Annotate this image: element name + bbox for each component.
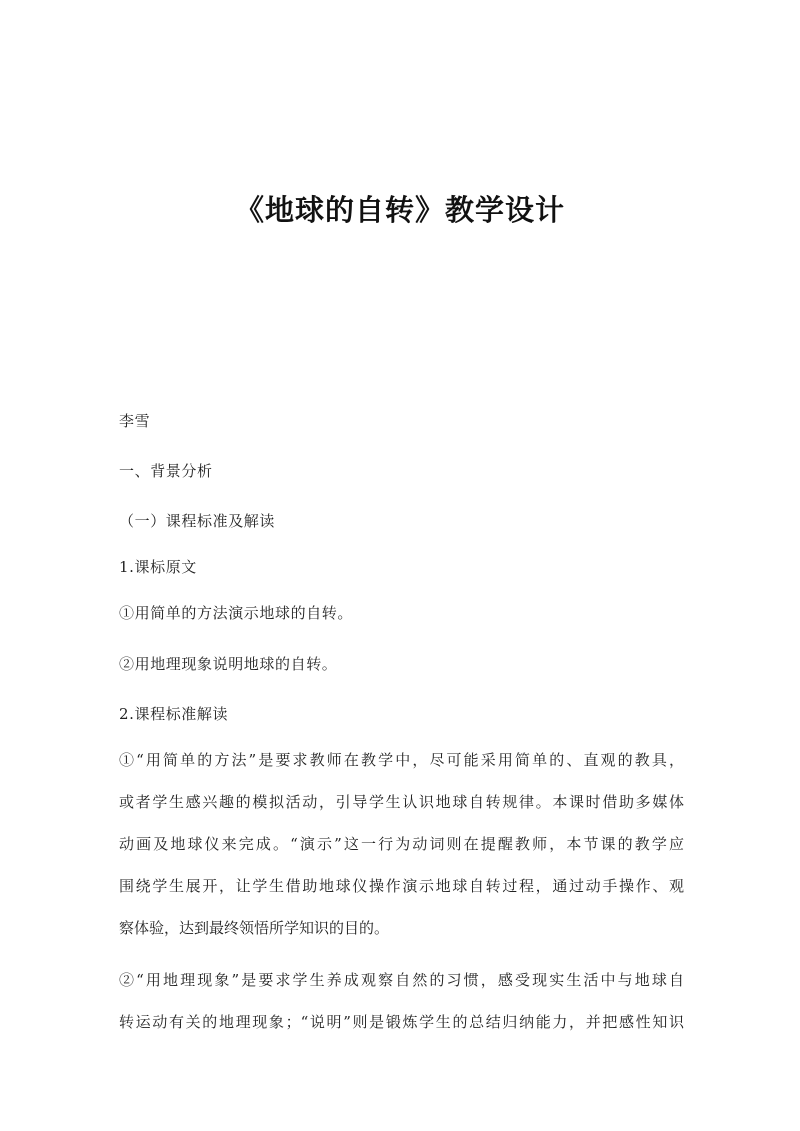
item-heading-standard-text: 1.课标原文 [119, 558, 197, 576]
paragraph-line: 围绕学生展开，让学生借助地球仪操作演示地球自转过程，通过动手操作、观 [119, 877, 684, 895]
standard-item-1: ①用简单的方法演示地球的自转。 [119, 604, 354, 622]
item-heading-standard-interpretation: 2.课程标准解读 [119, 705, 229, 723]
interpretation-paragraph-1 [119, 750, 684, 960]
interpretation-paragraph-2 [119, 970, 684, 1054]
paragraph-line: 或者学生感兴趣的模拟活动，引导学生认识地球自转规律。本课时借助多媒体 [119, 793, 684, 811]
paragraph-line: 转运动有关的地理现象；“说明”则是锻炼学生的总结归纳能力，并把感性知识 [119, 1013, 684, 1031]
paragraph-line: ②“用地理现象”是要求学生养成观察自然的习惯，感受现实生活中与地球自 [119, 971, 684, 989]
paragraph-line: 察体验，达到最终领悟所学知识的目的。 [119, 919, 390, 937]
document-title: 《地球的自转》教学设计 [234, 193, 565, 227]
standard-item-2: ②用地理现象说明地球的自转。 [119, 655, 338, 673]
subsection-heading-curriculum: （一）课程标准及解读 [119, 512, 276, 530]
section-heading-background: 一、背景分析 [119, 462, 213, 480]
paragraph-line: 动画及地球仪来完成。“演示”这一行为动词则在提醒教师，本节课的教学应 [119, 835, 684, 853]
author-name: 李雪 [119, 412, 151, 430]
paragraph-line: ①“用简单的方法”是要求教师在教学中，尽可能采用简单的、直观的教具， [119, 751, 684, 769]
